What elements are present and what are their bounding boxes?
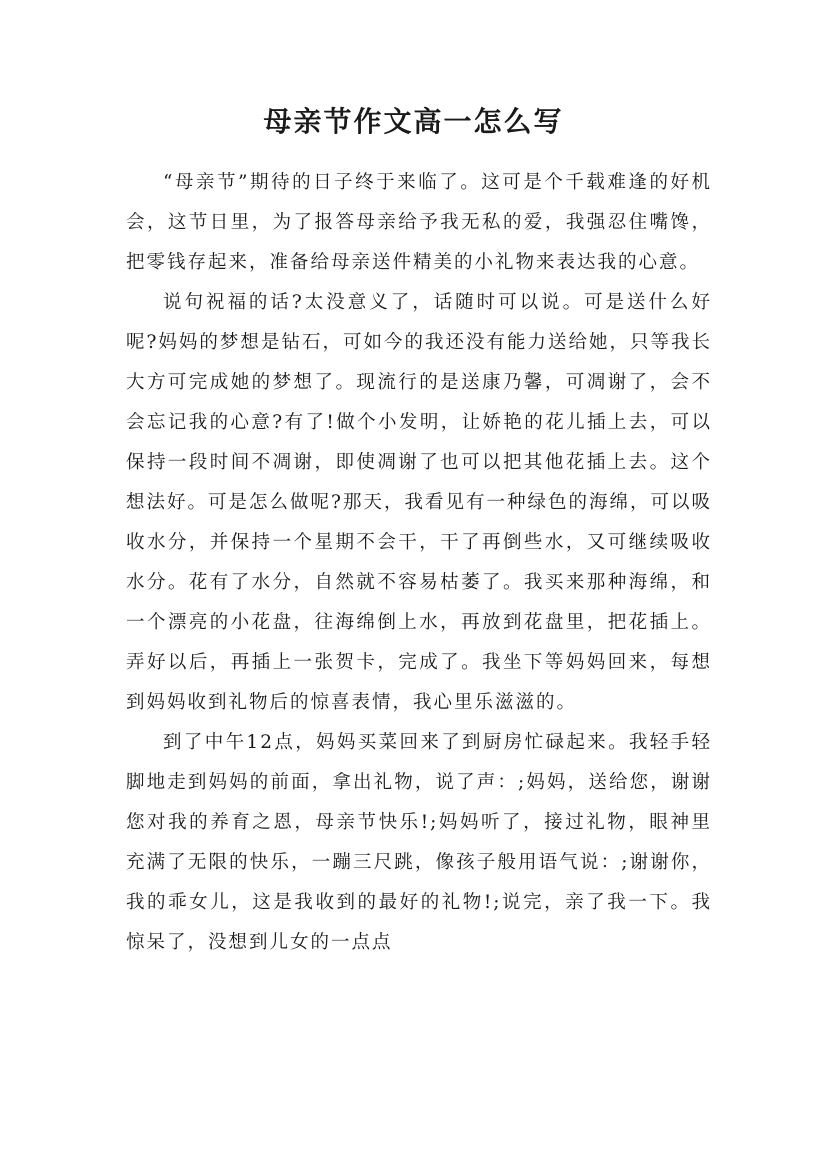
document-title: 母亲节作文高一怎么写 bbox=[263, 105, 564, 138]
paragraph-2: 说句祝福的话?太没意义了，话随时可以说。可是送什么好呢?妈妈的梦想是钻石，可如今的我还没有能力送给她，只等我长大方可完成她的梦想了。现流行的是送康乃馨，可凋谢了，会不会忘记我的心意?有了!做个小发明，让娇艳的花儿插上去，可以保持一段时间不凋谢，即使凋谢了也可以把其他花插上去。这个想法好。可是怎么做呢?那天，我看见有一种绿色的海绵，可以吸收水分，并保持一个星期不会干，干了再倒些水，又可继续吸收水分。花有了水分，自然就不容易枯萎了。我买来那种海绵，和一个漂亮的小花盘，往海绵倒上水，再放到花盘里，把花插上。弄好以后，再插上一张贺卡，完成了。我坐下等妈妈回来，每想到妈妈收到礼物后的惊喜表情，我心里乐滋滋的。 bbox=[126, 292, 712, 713]
paragraph-3: 到了中午12点，妈妈买菜回来了到厨房忙碌起来。我轻手轻脚地走到妈妈的前面，拿出礼物，说了声：;妈妈，送给您，谢谢您对我的养育之恩，母亲节快乐!;妈妈听了，接过礼物，眼神里充满了无限的快乐，一蹦三尺跳，像孩子般用语气说：;谢谢你，我的乖女儿，这是我收到的最好的礼物!;说完，亲了我一下。我惊呆了，没想到儿女的一点点 bbox=[126, 732, 712, 953]
document-body bbox=[126, 163, 712, 963]
paragraph-1: “母亲节”期待的日子终于来临了。这可是个千载难逢的好机会，这节日里，为了报答母亲给予我无私的爱，我强忍住嘴馋，把零钱存起来，准备给母亲送件精美的小礼物来表达我的心意。 bbox=[126, 172, 712, 273]
